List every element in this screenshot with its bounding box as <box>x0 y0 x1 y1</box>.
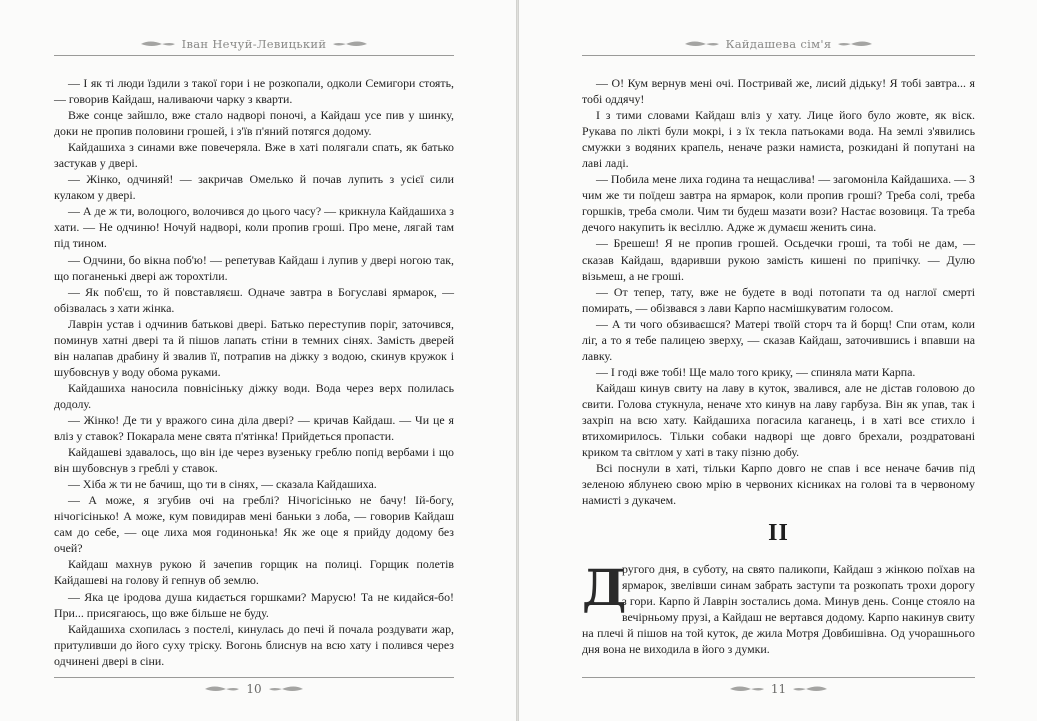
paragraph: — Брешеш! Я не пропив грошей. Осьдечки гроші, та тобі не дам, — сказав Кайдаш, вдаривши рукою замість кишені по припічку. — Дулю візьмеш, а не гроші. <box>582 236 975 283</box>
paragraph: — Жінко, одчиняй! — закричав Омелько й почав лупить з усієї сили кулаком у двері. <box>54 172 454 203</box>
paragraph: Кайдаш кинув свиту на лаву в куток, звалився, але не дістав головою до свити. Голова стукнула, неначе хто кинув на лаву гарбуза. Він як упав, так і захріп на всю хату. Кайдашиха погасила каганець, і в хаті все стихло і втихомирилось. Тільки собаки надворі ще довго брехали, роздратовані криком та світлом у хаті в таку пізню добу. <box>582 380 975 460</box>
leaf-flourish-icon <box>204 685 240 693</box>
footer-rule <box>582 677 975 678</box>
paragraph: — О! Кум вернув мені очі. Постривай же, лисий дідьку! Я тобі завтра... я тобі оддячу! <box>582 76 975 107</box>
chapter-heading: II <box>768 520 789 546</box>
page-number-right <box>582 681 975 697</box>
paragraph: — А де ж ти, волоцюго, волочився до цього часу? — крикнула Кайдашиха з хати. — Не одчиню! Ночуй надворі, коли пропив гроші. Про мене, лягай там під тином. <box>54 204 454 251</box>
running-head-right <box>582 36 975 52</box>
paragraph: — І годі вже тобі! Ще мало того крику, — спиняла мати Карпа. <box>596 364 916 379</box>
chapter-opening <box>582 558 975 657</box>
page-number: 10 <box>246 682 262 696</box>
paragraph: — Яка це іродова душа кидається горшками? Марусю! Та не кидайся-бо! При... присягаюсь, що вже більше не буду. <box>54 589 454 620</box>
running-head-text: Кайдашева сім'я <box>725 37 832 51</box>
paragraph: Кайдашеві здавалось, що він іде через вузеньку греблю попід вербами і що він шубовснув з греблі у ставок. <box>54 445 454 476</box>
leaf-flourish-icon <box>837 40 873 48</box>
paragraph: Лаврін устав і одчинив батькові двері. Батько переступив поріг, заточився, поминув хатні двері та й пішов лапать стіни в темних сінях. Замість дверей він налапав драбину й звалив її, потрапив на діжку з водою, скинув кружок і шубовснув у воду обома руками. <box>54 316 454 379</box>
left-page-body <box>54 75 454 669</box>
paragraph: — Одчини, бо вікна поб'ю! — репетував Кайдаш і лупив у двері ногою так, що поганенькі двері аж торохтіли. <box>54 252 454 283</box>
paragraph: — А ти чого обзиваєшся? Матері твоїй сторч та й борщ! Спи отам, коли ліг, а то я тебе палицею зверху, — сказав Кайдаш, заточившись і впавши на лавку. <box>582 316 975 363</box>
leaf-flourish-icon <box>140 40 176 48</box>
paragraph: — От тепер, тату, вже не будете в воді потопати та од наглої смерті помирать, — обізвався з лави Карпо насмішкуватим голосом. <box>582 284 975 315</box>
paragraph: — А може, я згубив очі на греблі? Нічогісінько не бачу! Ій-богу, нічогісінько! А може, кум повидирав мені баньки з лоба, — говорив Кайдаш сам до себе, — оце лиха моя годинонька! Як же оце я прийду додому без очей? <box>54 493 454 556</box>
drop-cap: Д <box>582 558 627 617</box>
footer-rule <box>54 677 454 678</box>
leaf-flourish-icon <box>268 685 304 693</box>
paragraph: — І як ті люди їздили з такої гори і не розкопали, одколи Семигори стоять, — говорив Кайдаш, наливаючи чарку з кварти. <box>54 76 454 107</box>
paragraph: — Жінко! Де ти у вражого сина діла двері? — кричав Кайдаш. — Чи це я вліз у ставок? Покарала мене свята п'ятінка! Прийдеться пропасти. <box>54 412 454 444</box>
right-page-body <box>582 75 975 508</box>
paragraph: Всі поснули в хаті, тільки Карпо довго не спав і все неначе бачив під зеленою яблунею свою мрію в червоних кісниках на голові та в червоному намисті з дукачем. <box>582 461 975 508</box>
leaf-flourish-icon <box>729 685 765 693</box>
paragraph: Кайдашиха наносила повнісіньку діжку води. Вода через верх полилась додолу. <box>54 380 454 411</box>
paragraph: — Хіба ж ти не бачиш, що ти в сінях, — сказала Кайдашиха. <box>68 477 377 492</box>
chapter-text: ругого дня, в суботу, на свято паликопи, Кайдаш з жінкою поїхав на ярмарок, звелівши синам забрать заступи та розкопать трохи дорогу з гори. Карпо й Лаврін зостались дома. Минув день. Сонце стояло на вечірньому прузі, а Кайдаш не вертався додому. Карпо накинув свиту на плечі й пішов на той куток, де жила Мотря Довбишівна. Од учорашнього дня вона не виходила в його з думки. <box>582 562 975 657</box>
right-page <box>519 0 1037 721</box>
paragraph: Кайдашиха схопилась з постелі, кинулась до печі й почала роздувати жар, притуливши до його суху тріску. Вогонь блиснув на всю хату і полився через одчинені двері в сіни. <box>54 621 454 668</box>
paragraph: — Як поб'єш, то й повставляєш. Одначе завтра в Богуславі ярмарок, — обізвалась з хати жінка. <box>54 284 454 315</box>
running-head-text: Іван Нечуй-Левицький <box>181 37 327 51</box>
page-number-left <box>54 681 454 697</box>
paragraph: Кайдаш махнув рукою й зачепив горщик на полиці. Горщик полетів Кайдашеві на голову й гепнув об землю. <box>54 557 454 588</box>
leaf-flourish-icon <box>792 685 828 693</box>
page-number: 11 <box>770 682 787 696</box>
header-rule <box>582 55 975 56</box>
left-page <box>0 0 517 721</box>
leaf-flourish-icon <box>684 40 720 48</box>
paragraph: І з тими словами Кайдаш вліз у хату. Лице його було жовте, як віск. Рукава по лікті були мокрі, і з їх текла патьоками вода. На землі з'явились смужки з водяних крапель, неначе разки намиста, розкидані й попутані на лаві ладі. <box>582 108 975 171</box>
paragraph: — Побила мене лиха година та нещаслива! — загомоніла Кайдашиха. — З чим же ти поїдеш завтра на ярмарок, коли пропив гроші? Треба солі, треба горшків, треба смоли. Чим ти будеш мазати вози? Настає возовиця. Та треба дечого накупить ік весіллю. Адже ж думаєш женить сина. <box>582 172 975 235</box>
paragraph: Кайдашиха з синами вже повечеряла. Вже в хаті полягали спать, як батько застукав у двері. <box>54 140 454 171</box>
header-rule <box>54 55 454 56</box>
running-head-left <box>54 36 454 52</box>
leaf-flourish-icon <box>332 40 368 48</box>
paragraph: Вже сонце зайшло, вже стало надворі поночі, а Кайдаш усе пив у шинку, доки не пропив половини грошей, і з'їв п'яний потягся додому. <box>54 108 454 139</box>
